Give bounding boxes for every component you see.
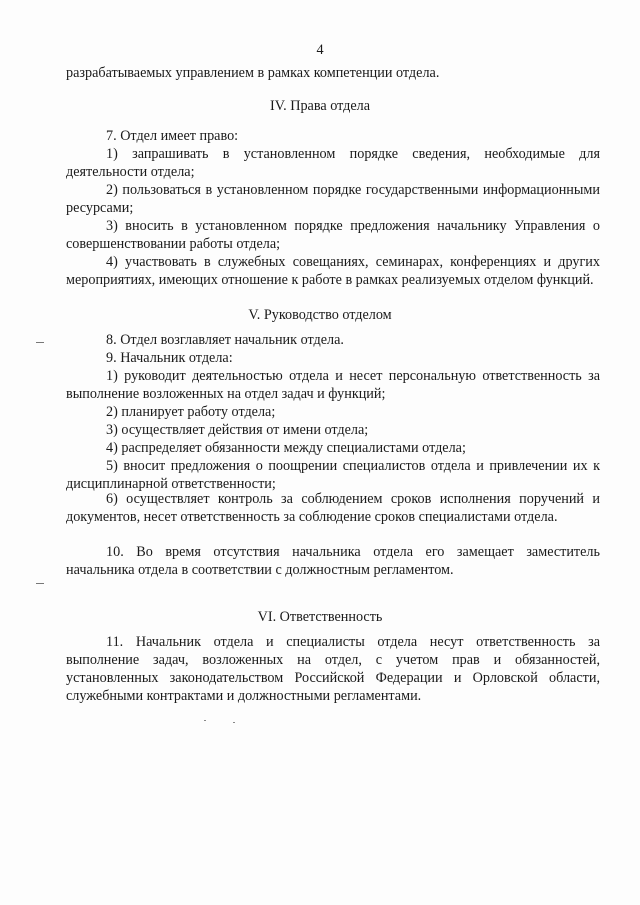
rights-item-4: 4) участвовать в служебных совещаниях, семинарах, конференциях и других мероприятиях, имеющих отношение к работе в рамках реализуемых отделом функций. bbox=[66, 254, 600, 288]
paragraph-10: 10. Во время отсутствия начальника отдела его замещает заместитель начальника отдела в соответствии с должностным регламентом. bbox=[66, 544, 600, 578]
margin-mark bbox=[36, 583, 44, 584]
section-5-heading: V. Руководство отделом bbox=[248, 307, 392, 323]
rights-item-1: 1) запрашивать в установленном порядке сведения, необходимые для деятельности отдела; bbox=[66, 146, 600, 180]
paragraph-7: 7. Отдел имеет право: bbox=[106, 128, 239, 144]
paragraph-9: 9. Начальник отдела: bbox=[106, 350, 233, 366]
head-item-3: 3) осуществляет действия от имени отдела; bbox=[106, 422, 369, 438]
head-item-6: 6) осуществляет контроль за соблюдением сроков исполнения поручений и документов, несет ответственность за соблюдение сроков специалистами отдела. bbox=[66, 491, 600, 525]
margin-mark bbox=[36, 342, 44, 343]
head-item-1: 1) руководит деятельностью отдела и несет персональную ответственность за выполнение возложенных на отдел задач и функций; bbox=[66, 368, 600, 402]
paragraph-11: 11. Начальник отдела и специалисты отдела несут ответственность за выполнение задач, возложенных на отдел, с учетом прав и обязанностей, установленных законодательством Российской Федерации и Орловской области, служебными контрактами и должностными регламентами. bbox=[66, 634, 600, 704]
paragraph-8: 8. Отдел возглавляет начальник отдела. bbox=[106, 332, 344, 348]
rights-item-3: 3) вносить в установленном порядке предложения начальнику Управления о совершенствовании работы отдела; bbox=[66, 218, 600, 252]
section-4-heading: IV. Права отдела bbox=[269, 98, 371, 114]
page-number: 4 bbox=[316, 42, 324, 58]
scan-speck bbox=[204, 720, 206, 721]
head-item-4: 4) распределяет обязанности между специалистами отдела; bbox=[106, 440, 466, 456]
rights-item-2: 2) пользоваться в установленном порядке государственными информационными ресурсами; bbox=[66, 182, 600, 216]
scan-speck bbox=[233, 722, 235, 723]
head-item-2: 2) планирует работу отдела; bbox=[106, 404, 276, 420]
intro-line: разрабатываемых управлением в рамках компетенции отдела. bbox=[66, 65, 440, 81]
head-item-5: 5) вносит предложения о поощрении специалистов отдела и привлечении их к дисциплинарной ответственности; bbox=[66, 458, 600, 492]
section-6-heading: VI. Ответственность bbox=[257, 609, 383, 625]
